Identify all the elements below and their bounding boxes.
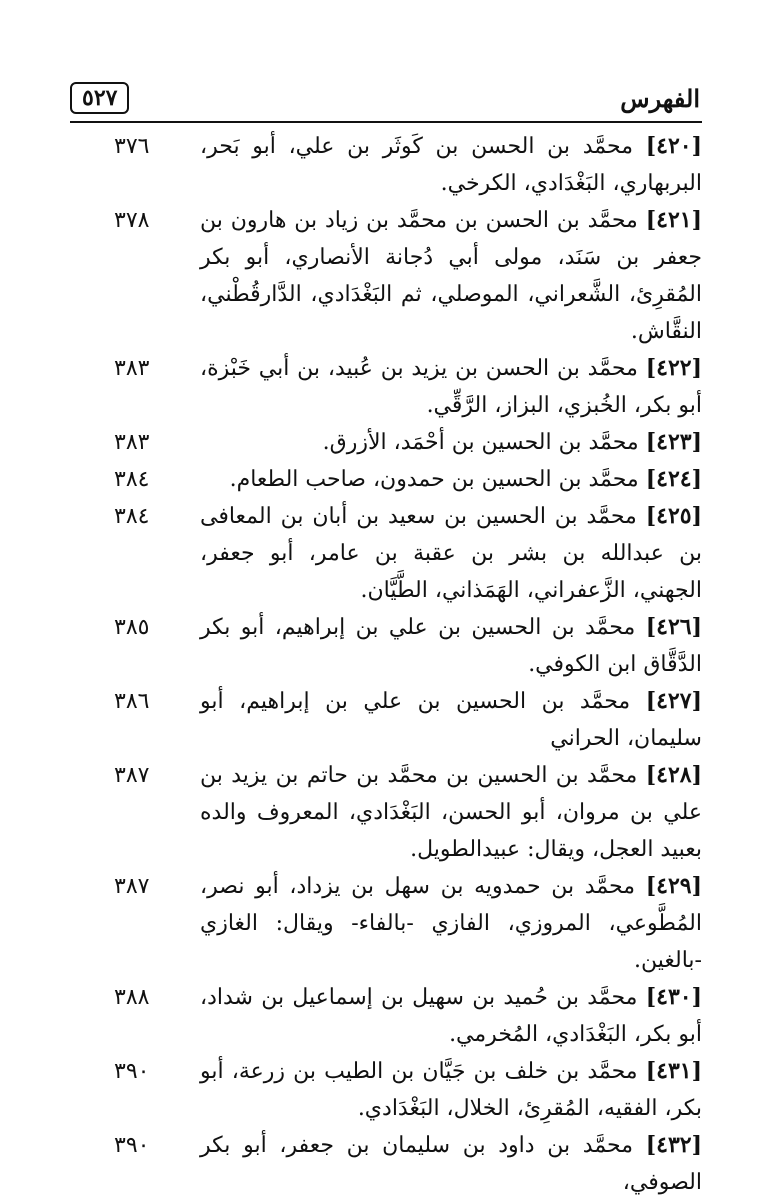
entry-text: محمَّد بن حُميد بن سهيل بن إسماعيل بن شداد، أبو بكر، البَغْدَادي، المُخرمي.: [200, 985, 702, 1047]
entry-number: [٤٢٣]: [645, 429, 702, 455]
entry-text: محمَّد بن الحسين بن محمَّد بن حاتم بن يزيد بن علي بن مروان، أبو الحسن، البَغْدَادي، المعروف والده بعبيد العجل، ويقال: عبيدالطويل.: [200, 763, 702, 862]
entry-page: ٣٨٣: [114, 430, 150, 455]
page-number: ٥٢٧: [70, 82, 129, 114]
index-entry: [70, 1053, 702, 1127]
entry-text: محمَّد بن داود بن سليمان بن جعفر، أبو بكر الصوفي،: [200, 1133, 702, 1195]
index-entry: [70, 350, 702, 424]
entry-number: [٤٢٤]: [645, 466, 702, 492]
entry-text: محمَّد بن الحسين بن سعيد بن أبان بن المعافى بن عبدالله بن بشر بن عقبة بن عامر، أبو جعفر، الجهني، الزَّعفراني، الهَمَذاني، الطَّيَّان.: [200, 504, 702, 603]
entry-number: [٤٢١]: [645, 207, 703, 233]
entry-page: ٣٩٠: [114, 1059, 150, 1084]
entry-number: [٤٢٨]: [645, 762, 702, 788]
index-entry: [70, 868, 702, 979]
entry-text: محمَّد بن الحسن بن كَوثَر بن علي، أبو بَحر، البربهاري، البَغْدَادي، الكرخي.: [200, 134, 702, 196]
entry-page: ٣٨٨: [114, 985, 150, 1010]
header-rule: [70, 121, 702, 123]
entry-text: محمَّد بن الحسين بن علي بن إبراهيم، أبو سليمان، الحراني: [200, 689, 702, 751]
index-entry: [70, 683, 702, 757]
entry-text: محمَّد بن الحسين بن حمدون، صاحب الطعام.: [229, 467, 639, 492]
entry-text: محمَّد بن الحسين بن أحْمَد، الأزرق.: [322, 430, 639, 455]
entry-page: ٣٧٨: [114, 208, 150, 233]
entry-text: محمَّد بن الحسن بن يزيد بن عُبيد، بن أبي خَبْزة، أبو بكر، الخُبزي، البزاز، الرَّقِّي.: [200, 356, 702, 418]
index-entry: [70, 424, 702, 461]
entry-number: [٤٣٠]: [645, 984, 702, 1010]
index-entry: [70, 202, 702, 350]
entry-number: [٤٣٢]: [645, 1132, 702, 1158]
entry-number: [٤٢٦]: [645, 614, 702, 640]
index-entry: [70, 1127, 702, 1201]
entry-page: ٣٨٧: [114, 874, 150, 899]
entry-number: [٤٢٧]: [645, 688, 702, 714]
index-entry: [70, 757, 702, 868]
index-entry: [70, 128, 702, 202]
entry-number: [٤٢٠]: [645, 133, 703, 159]
entry-page: ٣٨٤: [114, 467, 150, 492]
running-title: الفهرس: [620, 83, 700, 113]
entry-number: [٤٢٥]: [645, 503, 702, 529]
entry-page: ٣٨٤: [114, 504, 150, 529]
index-entry: [70, 461, 702, 498]
entry-number: [٤٢٢]: [645, 355, 703, 381]
entry-page: ٣٨٣: [114, 356, 150, 381]
entry-text: محمَّد بن الحسن بن محمَّد بن زياد بن هارون بن جعفر بن سَنَد، مولى أبي دُجانة الأنصاري، أبو بكر المُقرِئ، الشَّعراني، الموصلي، ثم البَغْدَادي، الدَّارقُطْني، النقَّاش.: [200, 208, 702, 344]
entry-page: ٣٨٧: [114, 763, 150, 788]
entry-text: محمَّد بن حمدويه بن سهل بن يزداد، أبو نصر، المُطَّوعي، المروزي، الفازي -بالفاء- ويقال: الغازي -بالغين.: [200, 874, 702, 973]
entry-text: محمَّد بن خلف بن جَيَّان بن الطيب بن زرعة، أبو بكر، الفقيه، المُقرِئ، الخلال، البَغْدَادي.: [200, 1059, 702, 1121]
entry-number: [٤٢٩]: [645, 873, 703, 899]
page-header: [70, 78, 700, 118]
index-entry: [70, 609, 702, 683]
index-entry: [70, 979, 702, 1053]
entry-number: [٤٣١]: [645, 1058, 702, 1084]
entry-page: ٣٨٥: [114, 615, 150, 640]
index-entry: [70, 498, 702, 609]
entry-page: ٣٩٠: [114, 1133, 150, 1158]
entry-page: ٣٨٦: [114, 689, 150, 714]
entry-text: محمَّد بن الحسين بن علي بن إبراهيم، أبو بكر الدَّقَّاق ابن الكوفي.: [200, 615, 702, 677]
index-list: [70, 128, 702, 1201]
entry-page: ٣٧٦: [114, 134, 150, 159]
